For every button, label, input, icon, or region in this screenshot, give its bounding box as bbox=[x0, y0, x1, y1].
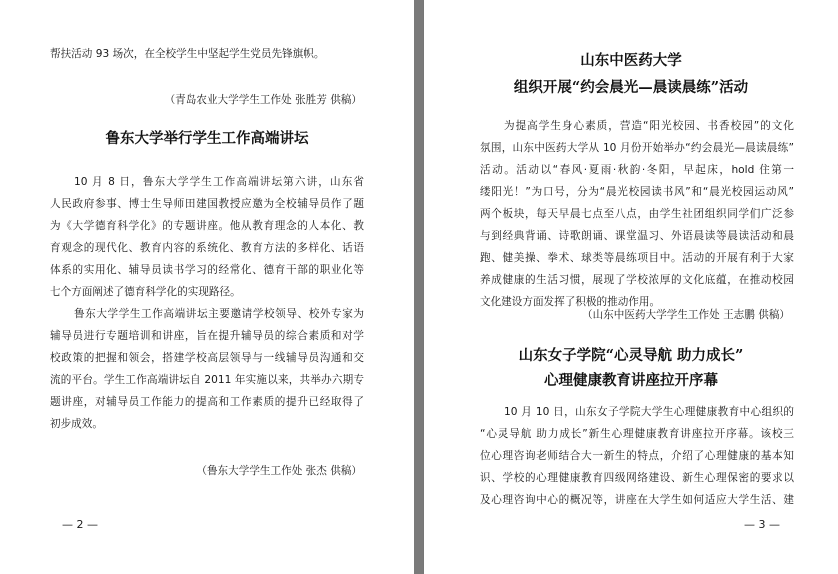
page-number: — 3 — bbox=[744, 518, 780, 531]
article-title: 山东女子学院“心灵导航 助力成长” bbox=[518, 347, 744, 364]
paragraph-line: 及心理咨询中心的概况等，讲座在大学生如何适应大学生活、建 bbox=[480, 494, 794, 506]
paragraph-line: 养成健康的生活习惯，展现了学校浓厚的文化底蕴，在推动校园 bbox=[480, 274, 794, 286]
paragraph-line: 人民政府参事、博士生导师田建国教授应邀为全校辅导员作了题 bbox=[50, 198, 364, 210]
paragraph-line: 体系的实用化、辅导员读书学习的经常化、德育干部的职业化等 bbox=[50, 264, 364, 276]
paragraph-line: “心灵导航 助力成长”新生心理健康教育讲座拉开序幕。该校三 bbox=[480, 428, 794, 440]
paragraph-line: 缕阳光！”为口号，分为“晨光校园读书风”和“晨光校园运动风” bbox=[480, 186, 794, 198]
article-title: 心理健康教育讲座拉开序幕 bbox=[544, 372, 718, 389]
paragraph-line: 育观念的现代化、教育内容的系统化、教育方法的多样化、话语 bbox=[50, 242, 364, 254]
paragraph-line: 两个板块，每天早晨七点至八点，由学生社团组织同学们广泛参 bbox=[480, 208, 794, 220]
paragraph-line: 辅导员进行专题培训和讲座，旨在提升辅导员的综合素质和对学 bbox=[50, 330, 364, 342]
paragraph-line: 初步成效。 bbox=[50, 418, 103, 430]
paragraph-line: 识、学校的心理健康教育四级网络建设、新生心理保密的要求以 bbox=[480, 472, 794, 484]
paragraph-line: 活动。活动以“春风·夏雨·秋韵·冬阳，早起床，hold 住第一 bbox=[480, 164, 794, 176]
author-credit: （鲁东大学学生工作处 张杰 供稿） bbox=[196, 465, 362, 477]
article-title: 山东中医药大学 bbox=[580, 52, 682, 69]
author-credit: （青岛农业大学学生工作处 张胜芳 供稿） bbox=[164, 94, 362, 106]
paragraph-line: 为提高学生身心素质，营造“阳光校园、书香校园”的文化 bbox=[504, 120, 794, 132]
continued-text-line: 帮扶活动 93 场次，在全校学生中坚起学生党员先锋旗帜。 bbox=[50, 48, 325, 60]
document-page-right bbox=[424, 0, 838, 574]
paragraph-line: 跑、健美操、拳术、球类等晨练项目中。活动的开展有利于大家 bbox=[480, 252, 794, 264]
paragraph-line: 10 月 8 日，鲁东大学学生工作高端讲坛第六讲，山东省 bbox=[74, 176, 364, 188]
page-number: — 2 — bbox=[62, 518, 98, 531]
paragraph-line: 为《大学德育科学化》的专题讲座。他从教育理念的人本化、教 bbox=[50, 220, 364, 232]
article-title: 鲁东大学举行学生工作高端讲坛 bbox=[105, 130, 309, 147]
paragraph-line: 流的平台。学生工作高端讲坛自 2011 年实施以来，共举办六期专 bbox=[50, 374, 364, 386]
page-gap bbox=[414, 0, 424, 574]
paragraph-line: 校政策的把握和领会，搭建学校高层领导与一线辅导员沟通和交 bbox=[50, 352, 364, 364]
paragraph-line: 题讲座，对辅导员工作能力的提高和工作素质的提升已经取得了 bbox=[50, 396, 364, 408]
paragraph-line: 七个方面阐述了德育科学化的实现路径。 bbox=[50, 286, 241, 298]
document-page-left bbox=[0, 0, 414, 574]
paragraph-line: 10 月 10 日，山东女子学院大学生心理健康教育中心组织的 bbox=[504, 406, 794, 418]
paragraph-line: 氛围，山东中医药大学从 10 月份开始举办“约会晨光—晨读晨练” bbox=[480, 142, 794, 154]
paragraph-line: 文化建设方面发挥了积极的推动作用。 bbox=[480, 296, 661, 308]
article-title: 组织开展“约会晨光—晨读晨练”活动 bbox=[513, 79, 749, 96]
paragraph-line: 与到经典背诵、诗歌朗诵、课堂温习、外语晨读等晨读活动和晨 bbox=[480, 230, 794, 242]
paragraph-line: 鲁东大学学生工作高端讲坛主要邀请学校领导、校外专家为 bbox=[74, 308, 364, 320]
author-credit: （山东中医药大学学生工作处 王志鹏 供稿） bbox=[581, 309, 790, 321]
paragraph-line: 位心理咨询老师结合大一新生的特点，介绍了心理健康的基本知 bbox=[480, 450, 794, 462]
